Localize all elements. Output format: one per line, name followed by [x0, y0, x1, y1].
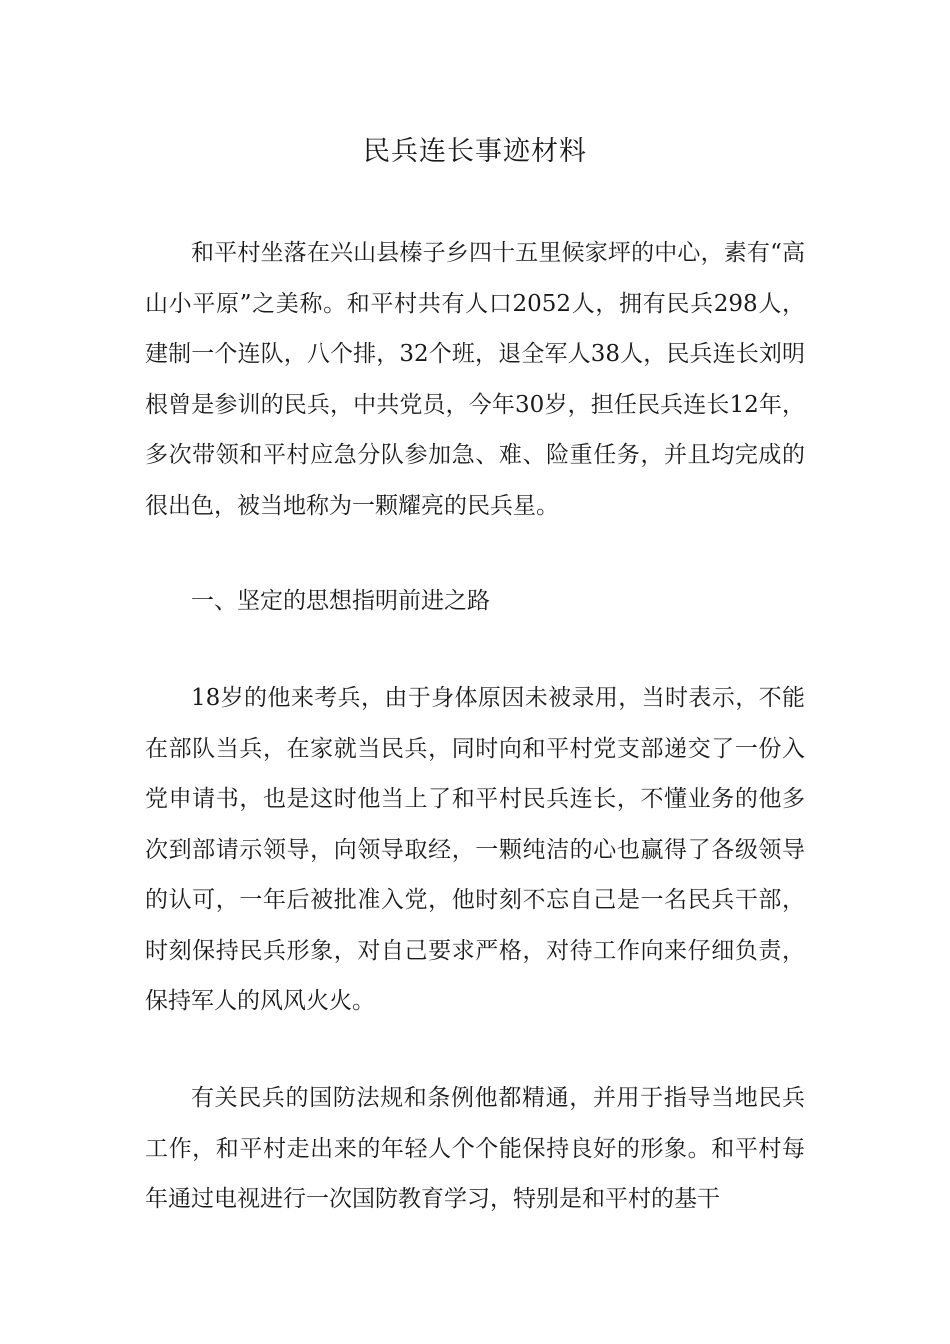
document-title: 民兵连长事迹材料 [363, 136, 587, 167]
intro-paragraph: 和平村坐落在兴山县榛子乡四十五里候家坪的中心，素有“高山小平原”之美称。和平村共有人口2052人，拥有民兵298人，建制一个连队，八个排，32个班，退全军人38人，民兵连长刘明根曾是参训的民兵，中共党员，今年30岁，担任民兵连长12年，多次带领和平村应急分队参加急、难、险重任务，并且均完成的很出色，被当地称为一颗耀亮的民兵星。 [145, 240, 805, 519]
section-heading: 一、坚定的思想指明前进之路 [191, 588, 490, 614]
body-paragraph: 有关民兵的国防法规和条例他都精通，并用于指导当地民兵工作，和平村走出来的年轻人个个能保持良好的形象。和平村每年通过电视进行一次国防教育学习，特别是和平村的基干 [145, 1085, 805, 1212]
body-paragraph: 18岁的他来考兵，由于身体原因未被录用，当时表示，不能在部队当兵，在家就当民兵，同时向和平村党支部递交了一份入党申请书，也是这时他当上了和平村民兵连长，不懂业务的他多次到部请示领导，向领导取经，一颗纯洁的心也赢得了各级领导的认可，一年后被批准入党，他时刻不忘自己是一名民兵干部，时刻保持民兵形象，对自己要求严格，对待工作向来仔细负责，保持军人的风风火火。 [145, 685, 805, 1014]
